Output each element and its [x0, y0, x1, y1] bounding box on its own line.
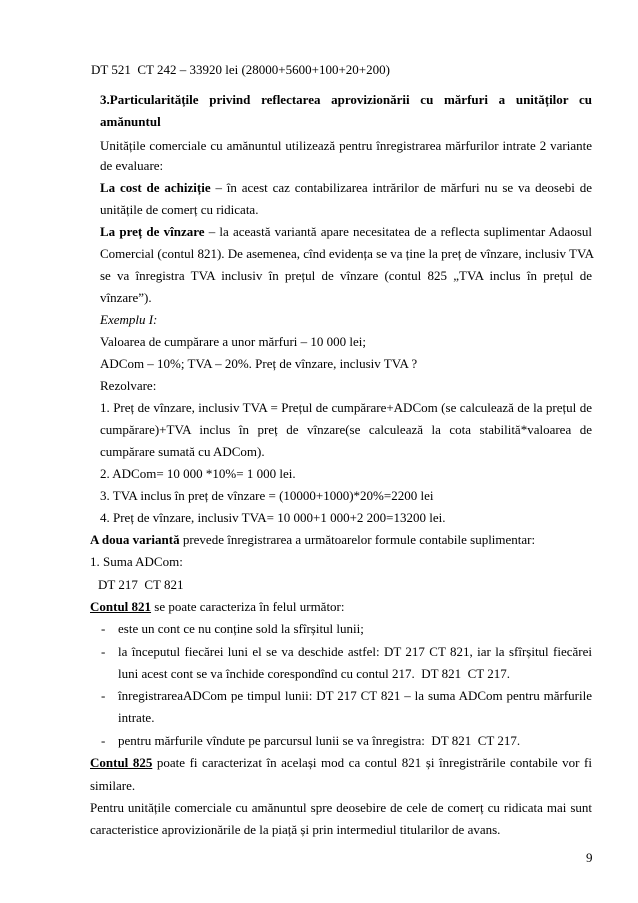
example-step-1-line-3: cumpărare sumată cu ADCom).	[100, 444, 265, 459]
bullet-marker: -	[101, 733, 106, 748]
bullet-marker: -	[101, 688, 106, 703]
variant-price-label: La preț de vînzare	[100, 224, 205, 239]
second-variant-item-1: 1. Suma ADCom:	[90, 554, 183, 569]
account-821-bullet-2-line-1: la începutul fiecărei luni el se va deschide astfel: DT 217 CT 821, iar la sfîrșitul fiecărei	[118, 644, 592, 659]
account-821-bullet-3-line-2: intrate.	[118, 710, 155, 725]
example-step-3: 3. TVA inclus în preț de vînzare = (10000+1000)*20%=2200 lei	[100, 488, 434, 503]
example-given-2: ADCom – 10%; TVA – 20%. Preț de vînzare, inclusiv TVA ?	[100, 356, 418, 371]
top-accounting-entry: DT 521 CT 242 – 33920 lei (28000+5600+100+20+200)	[91, 62, 390, 77]
account-821-line	[90, 599, 345, 615]
variant-price-text: – la această variantă apare necesitatea de a reflecta suplimentar Adaosul	[204, 224, 592, 239]
intro-line-2: de evaluare:	[100, 158, 164, 173]
account-821-label: Contul 821	[90, 599, 152, 614]
variant-cost-line-1	[100, 180, 592, 196]
example-step-2: 2. ADCom= 10 000 *10%= 1 000 lei.	[100, 466, 296, 481]
page-number: 9	[586, 850, 593, 865]
variant-price-line-1	[100, 224, 592, 240]
account-821-bullet-1: este un cont ce nu conține sold la sfîrșitul lunii;	[118, 621, 364, 636]
account-825-line-1	[90, 755, 592, 771]
account-825-text: poate fi caracterizat în același mod ca contul 821 și înregistrările contabile vor fi	[152, 755, 592, 770]
account-821-bullet-2-line-2: luni acest cont se va închide corespondînd cu contul 217. DT 821 CT 217.	[118, 666, 510, 681]
second-variant-line	[90, 532, 535, 548]
variant-price-line-4: vînzare”).	[100, 290, 152, 305]
second-variant-entry: DT 217 CT 821	[98, 577, 184, 592]
example-step-1-line-1: 1. Preț de vînzare, inclusiv TVA = Prețul de cumpărare+ADCom (se calculează de la prețul de	[100, 400, 592, 415]
account-825-label: Contul 825	[90, 755, 153, 770]
variant-cost-text: – în acest caz contabilizarea intrărilor de mărfuri nu se va deosebi de	[210, 180, 592, 195]
section-heading-line-2: amănuntul	[100, 114, 161, 129]
account-825-line-2: similare.	[90, 778, 136, 793]
second-variant-text: prevede înregistrarea a următoarelor formule contabile suplimentar:	[179, 532, 536, 547]
intro-line-1: Unitățile comerciale cu amănuntul utilizează pentru înregistrarea mărfurilor intrate 2 variante	[100, 138, 592, 153]
bullet-marker: -	[101, 621, 106, 636]
example-title: Exemplu I:	[100, 312, 158, 327]
account-821-bullet-4: pentru mărfurile vîndute pe parcursul lunii se va înregistra: DT 821 CT 217.	[118, 733, 521, 748]
example-given-1: Valoarea de cumpărare a unor mărfuri – 10 000 lei;	[100, 334, 367, 349]
account-821-bullet-3-line-1: înregistrareaADCom pe timpul lunii: DT 217 CT 821 – la suma ADCom pentru mărfurile	[118, 688, 592, 703]
account-821-text: se poate caracteriza în felul următor:	[151, 599, 345, 614]
variant-price-line-3: se va înregistra TVA inclusiv în prețul de vînzare (contul 825 „TVA inclus în prețul de	[100, 268, 592, 283]
second-variant-label: A doua variantă	[90, 532, 180, 547]
variant-cost-line-2: unitățile de comerț cu ridicata.	[100, 202, 259, 217]
closing-line-1: Pentru unitățile comerciale cu amănuntul spre deosebire de cele de comerț cu ridicata mai sunt	[90, 800, 592, 815]
example-step-4: 4. Preț de vînzare, inclusiv TVA= 10 000+1 000+2 200=13200 lei.	[100, 510, 446, 525]
example-step-1-line-2: cumpărare)+TVA inclus în preț de vînzare(se calculează la cota stabilită*valoarea de	[100, 422, 592, 437]
variant-cost-label: La cost de achiziție	[100, 180, 211, 195]
example-solution-label: Rezolvare:	[100, 378, 157, 393]
section-heading-line-1: 3.Particularitățile privind reflectarea aprovizionării cu mărfuri a unităților cu	[100, 92, 592, 107]
variant-price-line-2: Comercial (contul 821). De asemenea, cînd evidența se va ține la preț de vînzare, inclusiv TVA	[100, 246, 595, 261]
closing-line-2: caracteristice aprovizionările de la piață și prin intermediul titularilor de avans.	[90, 822, 501, 837]
bullet-marker: -	[101, 644, 106, 659]
